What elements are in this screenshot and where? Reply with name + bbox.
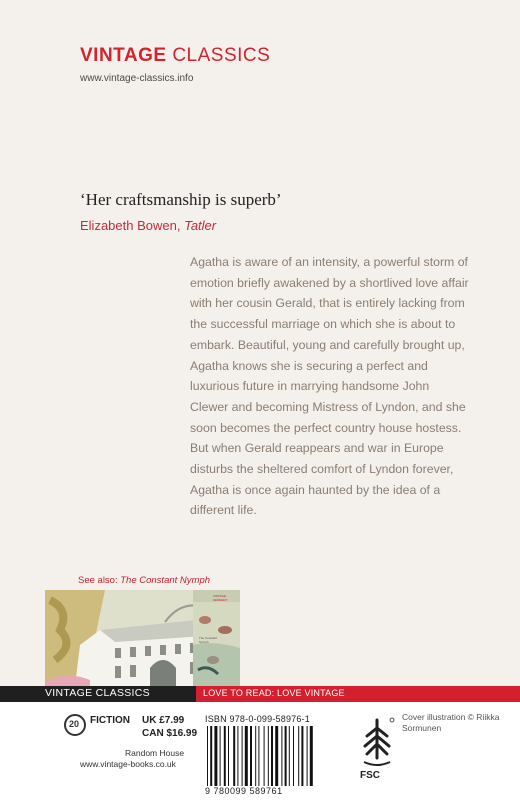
review-quote: ‘Her craftsmanship is superb’ xyxy=(80,190,282,209)
c20-logo-text: 20 xyxy=(69,719,80,729)
tagline-text: LOVE TO READ: LOVE VINTAGE xyxy=(203,688,345,698)
cover-credit: Cover illustration © Riikka Sormunen xyxy=(402,712,500,733)
publisher-url: www.vintage-books.co.uk xyxy=(80,759,176,769)
thumbnail-publisher: VINTAGE KENNEDY xyxy=(213,594,228,602)
back-cover-footer xyxy=(0,702,520,800)
book-blurb: Agatha is aware of an intensity, a powerful storm of emotion briefly awakened by a shortlived love affair with her cousin Gerald, that is entirely lacking from the successful marriage on which she is about to embark. Beautiful, young and carefully brought up, Agatha knows she is securing a perfect and luxurious future in marrying handsome John Clewer and becoming Mistress of Lyndon, and she soon becomes the perfect country house hostess. But when Gerald reappears and war in Europe disturbs the sheltered comfort of Lyndon forever, Agatha is once again haunted by the idea of a different life. xyxy=(190,255,469,518)
barcode-digits: 9 780099 589761 xyxy=(205,786,283,796)
c20-logo-icon xyxy=(64,714,86,736)
barcode xyxy=(205,726,335,786)
related-book-thumbnail xyxy=(193,590,240,686)
price-can: CAN $16.99 xyxy=(142,728,198,739)
see-also-title: The Constant Nymph xyxy=(120,575,211,586)
imprint-logo xyxy=(80,45,270,67)
thumbnail-title: The Constant Nymph xyxy=(199,636,218,644)
see-also-note xyxy=(78,575,210,586)
review-attribution xyxy=(80,218,216,233)
series-band xyxy=(0,686,520,702)
imprint-url: www.vintage-classics.info xyxy=(80,73,194,84)
category-label: FICTION xyxy=(90,715,130,726)
fsc-tree-icon xyxy=(358,714,396,770)
imprint-logo-classics: CLASSICS xyxy=(172,45,271,66)
tagline-strip xyxy=(196,686,520,702)
see-also-label: See also: xyxy=(78,575,121,586)
price-uk: UK £7.99 xyxy=(142,715,185,726)
review-author: Elizabeth Bowen, xyxy=(80,218,185,233)
series-band-label: VINTAGE CLASSICS xyxy=(45,687,150,699)
review-source: Tatler xyxy=(184,218,217,233)
isbn-label: ISBN 978-0-099-58976-1 xyxy=(205,714,310,724)
imprint-logo-vintage: VINTAGE xyxy=(80,45,167,66)
fsc-label: FSC xyxy=(360,770,380,781)
publisher-name: Random House xyxy=(125,748,185,758)
